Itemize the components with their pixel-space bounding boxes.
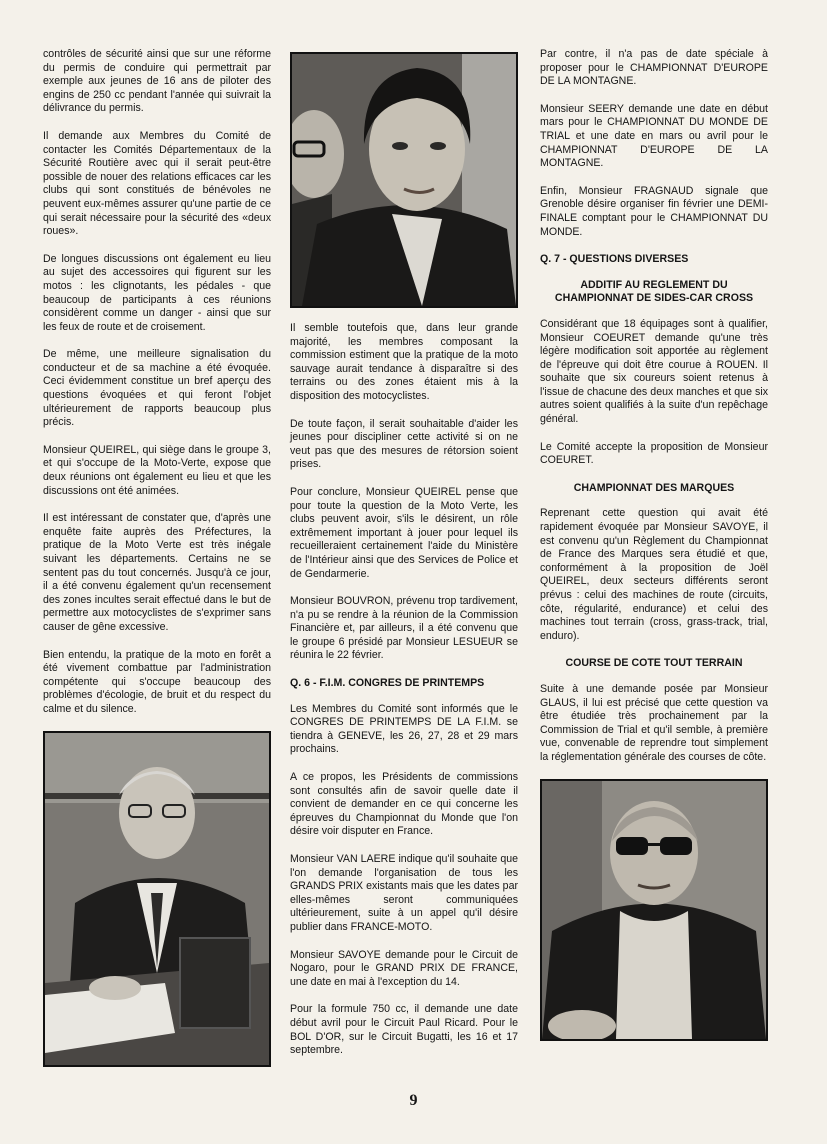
subsection-heading: COURSE DE COTE TOUT TERRAIN <box>565 657 743 670</box>
column-3 <box>540 48 768 1055</box>
paragraph: Il semble toutefois que, dans leur grande majorité, les membres composant la commission estiment que la pratique de la moto sauvage aurait tendance à disparaître si des terrains ou des zones étaient mis à la disposition des motocyclistes. <box>290 322 518 402</box>
section-heading: Q. 6 - F.I.M. CONGRES DE PRINTEMPS <box>290 677 485 690</box>
paragraph: Monsieur BOUVRON, prévenu trop tardivement, n'a pu se rendre à la réunion de la Commission Financière et, par ailleurs, il a été convenu que le groupe 6 présidé par Monsieur LESUEUR se réunira le 22 février. <box>290 595 518 662</box>
column-2 <box>290 52 518 1072</box>
subsection-heading: CHAMPIONNAT DES MARQUES <box>573 481 735 494</box>
paragraph: De toute façon, il serait souhaitable d'aider les jeunes pour discipliner cette activité si on ne veut pas que des mesures de rétorsion soient prises. <box>290 417 518 471</box>
photo-man-with-glasses <box>540 779 768 1041</box>
photo-man-at-desk <box>43 731 271 1067</box>
column-1 <box>43 48 271 1081</box>
paragraph: Il demande aux Membres du Comité de contacter les Comités Départementaux de la Sécurité Routière avec qui il serait peut-être possible de nouer des relations efficaces car les clubs qui sont constitués de bénévoles ne peuvent eux-mêmes assurer qu'une partie de ce qui serait nécessaire pour la sécurité des «deux roues». <box>43 129 271 238</box>
paragraph: Suite à une demande posée par Monsieur GLAUS, il lui est précisé que cette question va être étudiée très prochainement par la Commission de Trial et qu'il semble, à première vue, convenable de reprendre tout simplement la réglementation générale des courses de côte. <box>540 682 768 763</box>
paragraph: Monsieur QUEIREL, qui siège dans le groupe 3, et qui s'occupe de la Moto-Verte, expose que deux réunions ont également eu lieu et que les discussions ont été animées. <box>43 443 271 497</box>
section-heading: Q. 7 - QUESTIONS DIVERSES <box>540 253 689 266</box>
paragraph: De même, une meilleure signalisation du conducteur et de sa machine a été évoquée. Ceci évidemment constitue un bref aperçu des questions évoquées et qui feront l'objet ultérieurement de rapports beaucoup plus précis. <box>43 348 271 429</box>
page-number: 9 <box>409 1092 418 1109</box>
paragraph: Considérant que 18 équipages sont à qualifier, Monsieur COEURET demande qu'une très légère modification soit apportée au règlement de l'épreuve qui doit être courue à ROUEN. Il souhaite que six coureurs soient retenus à l'issue de chacune des deux manches et que six autres soient qualifiés à la suite d'un repêchage général. <box>540 317 768 426</box>
paragraph: Par contre, il n'a pas de date spéciale à proposer pour le CHAMPIONNAT D'EUROPE DE LA MONTAGNE. <box>540 48 768 88</box>
paragraph: Bien entendu, la pratique de la moto en forêt a été vivement combattue par l'administration compétente qui s'occupe beaucoup des problèmes d'écologie, de bruit et du respect du calme et du silence. <box>43 648 271 715</box>
paragraph: De longues discussions ont également eu lieu au sujet des accessoires qui figurent sur les motos : les clignotants, les pédales - que beaucoup de participants à ces réunions considèrent comme un danger - ainsi que sur les feux de route et de croisement. <box>43 252 271 333</box>
paragraph: Le Comité accepte la proposition de Monsieur COEURET. <box>540 440 768 467</box>
paragraph: Monsieur SEERY demande une date en début mars pour le CHAMPIONNAT DU MONDE DE TRIAL et une date en mars ou avril pour le CHAMPIONNAT D'EUROPE DE LA MONTAGNE. <box>540 102 768 170</box>
paragraph: Monsieur VAN LAERE indique qu'il souhaite que l'on demande l'organisation de tous les GRANDS PRIX existants mais que les dates par elles-mêmes seront communiquées ultérieurement, suite à un appel qu'il désire publier dans FRANCE-MOTO. <box>290 853 518 933</box>
subsection-heading: ADDITIF AU REGLEMENT DU CHAMPIONNAT DE SIDES-CAR CROSS <box>554 278 754 305</box>
paragraph: Reprenant cette question qui avait été rapidement évoquée par Monsieur SAVOYE, il est convenu qu'un Règlement du Championnat de France des Marques sera étudié et que, conformément à la proposition de Joël QUEIREL, deux secteurs différents seront prévus : celui des machines de route (circuits, côte, régularité, endurance) et celui des machines tout terrain (cross, grass-track, trial, enduro). <box>540 507 768 642</box>
paragraph: Pour conclure, Monsieur QUEIREL pense que pour toute la question de la Moto Verte, les clubs peuvent avoir, s'ils le désirent, un rôle extrêmement important à jouer pour lequel ils recueilleraient certainement l'aide du Ministère de l'Intérieur ainsi que des Services de Police et de Gendarmerie. <box>290 485 518 580</box>
paragraph: Les Membres du Comité sont informés que le CONGRES DE PRINTEMPS DE LA F.I.M. se tiendra à GENEVE, les 26, 27, 28 et 29 mars prochains. <box>290 702 518 756</box>
paragraph: contrôles de sécurité ainsi que sur une réforme du permis de conduire qui permettrait par exemple aux jeunes de 16 ans de piloter des engins de 250 cc pendant l'année qui suivrait la délivrance du permis. <box>43 48 271 115</box>
paragraph: A ce propos, les Présidents de commissions sont consultés afin de savoir quelle date il convient de demander en ce qui concerne les épreuves du Championnat du Monde que l'on désire voir disputer en France. <box>290 771 518 838</box>
paragraph: Enfin, Monsieur FRAGNAUD signale que Grenoble désire organiser fin février une DEMI-FINALE comptant pour le CHAMPIONNAT DU MONDE. <box>540 184 768 238</box>
paragraph: Il est intéressant de constater que, d'après une enquête faite auprès des Préfectures, la pratique de la Moto Verte est très inégale suivant les départements. Certains ne se sentent pas du tout concernés. Jusqu'à ce jour, il a été convenu également qu'un recensement des zones incultes serait effectué dans le but de permettre aux motocyclistes de s'exprimer sans causer de gêne excessive. <box>43 512 271 633</box>
photo-man-portrait <box>290 52 518 308</box>
paragraph: Pour la formule 750 cc, il demande une date début avril pour le Circuit Paul Ricard. Pour le BOL D'OR, sur le Circuit Bugatti, les 16 et 17 septembre. <box>290 1003 518 1057</box>
paragraph: Monsieur SAVOYE demande pour le Circuit de Nogaro, pour le GRAND PRIX DE FRANCE, une date en mai à l'exception du 14. <box>290 948 518 988</box>
